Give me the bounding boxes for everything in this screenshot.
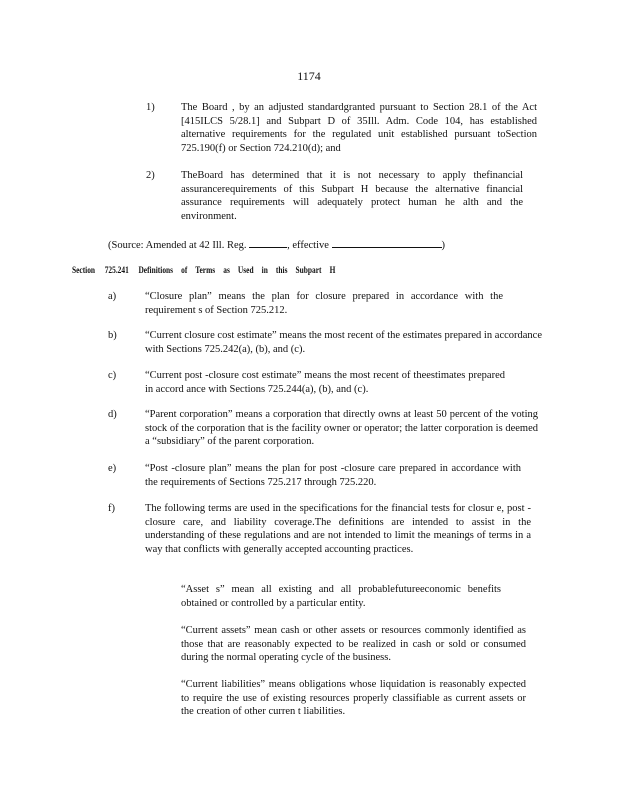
source-note bbox=[108, 237, 445, 251]
item-text: “Parent corporation” means a corporation that directly owns at least 50 percent of the voting stock of the corporation that is the facility owner or operator; the latter corporation is deemed a “subsidiary” of the parent corporation. bbox=[145, 409, 538, 447]
item-letter: d) bbox=[108, 409, 117, 420]
source-suffix: ) bbox=[441, 240, 446, 251]
definition-current-assets: “Current assets” mean cash or other assets or resources commonly identified as those that are reasonably expected to be realized in cash or sold or consumed during the normal operating cycle of the business. bbox=[181, 625, 526, 663]
item-text: “Current post -closure cost estimate” means the most recent of theestimates prepared in accord ance with Sections 725.244(a), (b), and (c). bbox=[145, 370, 505, 395]
item-number: 2) bbox=[146, 170, 155, 181]
item-text: TheBoard has determined that it is not necessary to apply thefinancial assurancerequirements of this Subpart H because the alternative financial assurance requirements will adequately protect human he alth and the environment. bbox=[181, 170, 523, 222]
blank-line bbox=[249, 237, 287, 248]
section-heading bbox=[72, 266, 343, 276]
item-text: The following terms are used in the specifications for the financial tests for closur e, post -closure care, and liability coverage.The definitions are intended to assist in the understanding of these regulations and are not intended to limit the meanings of terms in a way that conflicts with generally accepted accounting practices. bbox=[145, 503, 531, 555]
item-text: “Closure plan” means the plan for closure prepared in accordance with the requirement s of Section 725.212. bbox=[145, 291, 503, 316]
item-letter: b) bbox=[108, 330, 117, 341]
section-number: 725.241 bbox=[104, 266, 129, 276]
source-prefix: (Source: Amended at 42 Ill. Reg. bbox=[108, 240, 247, 251]
section-title: Definitions of Terms as Used in this Subpart H bbox=[138, 266, 336, 276]
definition-current-liabilities: “Current liabilities” means obligations whose liquidation is reasonably expected to require the use of existing resources properly classifiable as current assets or the creation of other curren t liabilities. bbox=[181, 679, 526, 717]
item-letter: c) bbox=[108, 370, 117, 381]
source-middle: , effective bbox=[287, 240, 329, 251]
section-label: Section bbox=[72, 266, 96, 276]
definition-assets: “Asset s” mean all existing and all probablefutureeconomic benefits obtained or controlled by a particular entity. bbox=[181, 584, 501, 609]
item-letter: e) bbox=[108, 463, 117, 474]
page-number: 1174 bbox=[297, 69, 321, 83]
item-letter: f) bbox=[108, 503, 115, 514]
blank-line bbox=[332, 237, 442, 248]
item-text: “Post -closure plan” means the plan for post -closure care prepared in accordance with the requirements of Sections 725.217 through 725.220. bbox=[145, 463, 521, 488]
item-text: “Current closure cost estimate” means the most recent of the estimates prepared in accordance with Sections 725.242(a), (b), and (c). bbox=[145, 330, 542, 355]
item-number: 1) bbox=[146, 102, 155, 113]
item-letter: a) bbox=[108, 291, 117, 302]
item-text: The Board , by an adjusted standardgranted pursuant to Section 28.1 of the Act [415ILCS 5/28.1] and Subpart D of 35Ill. Adm. Code 104, has established alternative requirements for the regulated unit established pursuant toSection 725.190(f) or Section 724.210(d); and bbox=[181, 102, 537, 154]
